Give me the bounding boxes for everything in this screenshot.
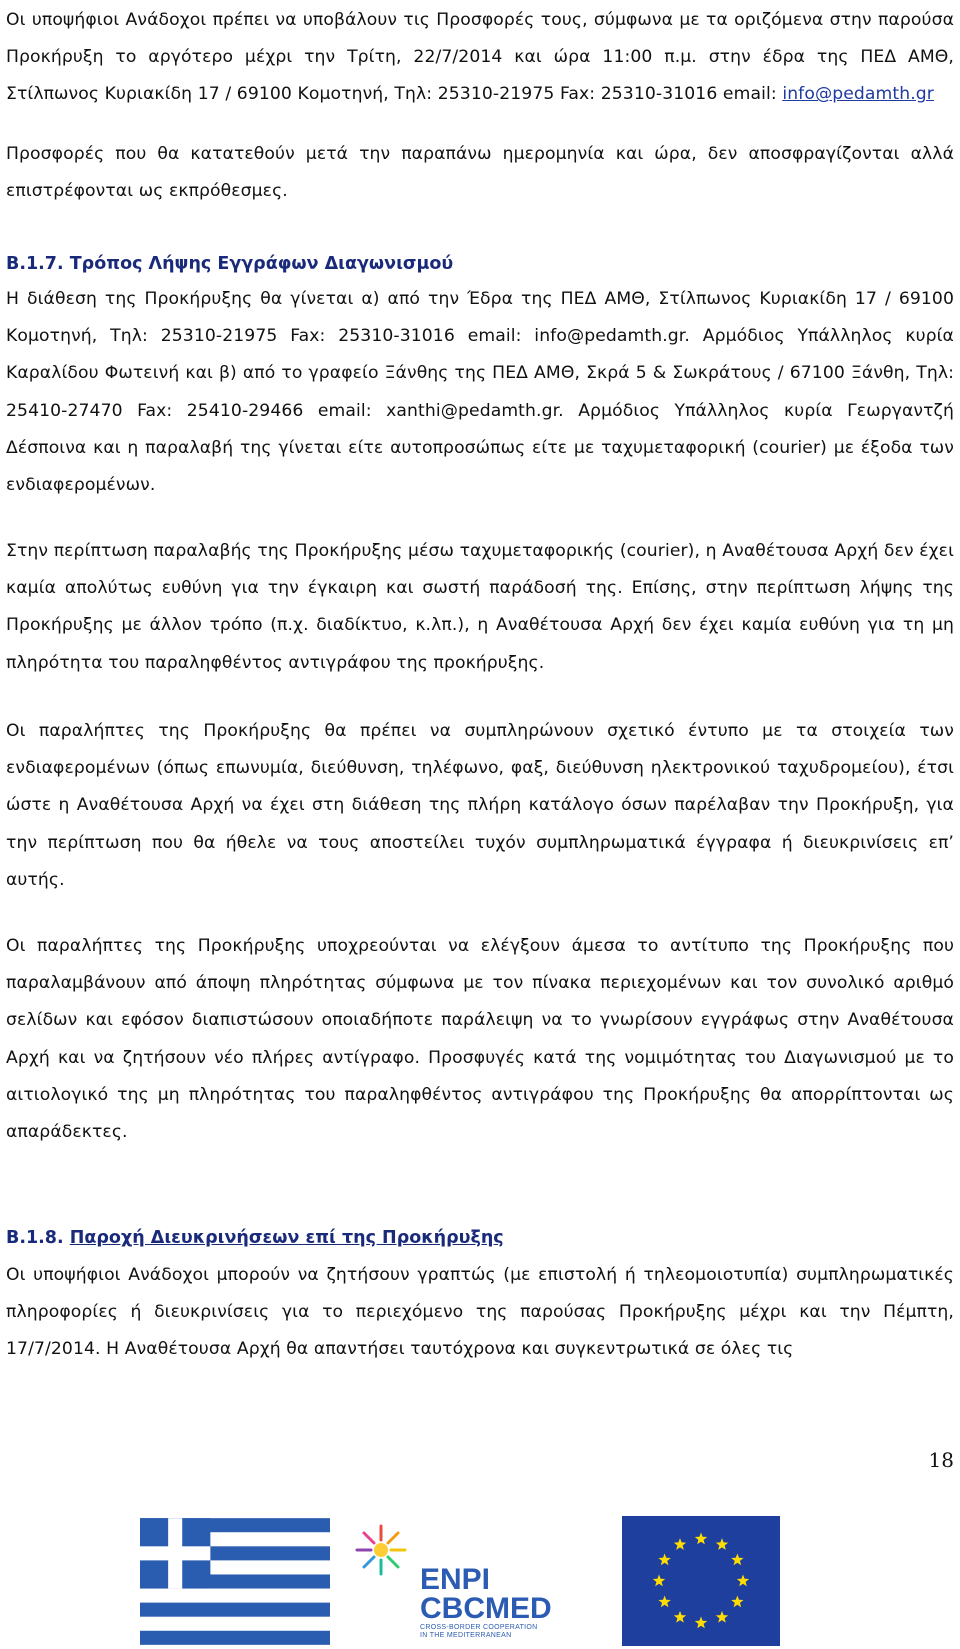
greek-flag-logo bbox=[140, 1518, 330, 1645]
paragraph-clarifications: Οι υποψήφιοι Ανάδοχοι μπορούν να ζητήσουν γραπτώς (με επιστολή ή τηλεομοιοτυπία) συμπληρωματικές πληροφορίες ή διευκρινίσεις για το περιεχόμενο της παρούσας Προκήρυξης μέχρι και την Πέμπτη, 17/7/2014. Η Αναθέτουσα Αρχή θα απαντήσει ταυτόχρονα και συγκεντρωτικά σε όλες τις bbox=[6, 1265, 954, 1360]
footer-logos bbox=[0, 1516, 960, 1649]
enpi-text: ENPI bbox=[420, 1563, 491, 1596]
section-heading-b18 bbox=[6, 1223, 504, 1253]
paragraph-late-offers: Προσφορές που θα κατατεθούν μετά την παραπάνω ημερομηνία και ώρα, δεν αποσφραγίζονται αλλά επιστρέφονται ως εκπρόθεσμες. bbox=[6, 144, 954, 202]
page-number: 18 bbox=[928, 1448, 954, 1472]
email-link[interactable]: info@pedamth.gr bbox=[782, 84, 934, 105]
enpi-tagline-2: IN THE MEDITERRANEAN bbox=[420, 1632, 512, 1639]
paragraph-recipient-form: Οι παραλήπτες της Προκήρυξης θα πρέπει να συμπληρώνουν σχετικό έντυπο με τα στοιχεία των ενδιαφερομένων (όπως επωνυμία, διεύθυνση, τηλέφωνο, φαξ, διεύθυνση ηλεκτρονικού ταχυδρομείου), έτσι ώστε η Αναθέτουσα Αρχή να έχει στη διάθεση της πλήρη κατάλογο όσων παρέλαβαν την Προκήρυξη, για την περίπτωση που θα ήθελε να τους αποστείλει τυχόν συμπληρωματικά έγγραφα ή διευκρινίσεις επ’ αυτής. bbox=[6, 721, 954, 890]
section-number: Β.1.7. bbox=[6, 254, 64, 274]
section-title: Τρόπος Λήψης Εγγράφων Διαγωνισμού bbox=[69, 254, 454, 274]
programme-sun-logo bbox=[350, 1516, 412, 1646]
section-number: Β.1.8. bbox=[6, 1228, 64, 1248]
cbcmed-text: CBCMED bbox=[420, 1592, 552, 1625]
eu-flag-logo bbox=[622, 1516, 780, 1646]
paragraph-courier-liability: Στην περίπτωση παραλαβής της Προκήρυξης μέσω ταχυμεταφορικής (courier), η Αναθέτουσα Αρχή δεν έχει καμία απολύτως ευθύνη για την έγκαιρη και σωστή παράδοσή της. Επίσης, στην περίπτωση λήψης της Προκήρυξης με άλλον τρόπο (π.χ. διαδίκτυο, κ.λπ.), η Αναθέτουσα Αρχή δεν έχει καμία ευθύνη για τη μη πληρότητα του παραληφθέντος αντιγράφου της προκήρυξης. bbox=[6, 541, 954, 673]
paragraph-document-availability: Η διάθεση της Προκήρυξης θα γίνεται α) από την Έδρα της ΠΕΔ ΑΜΘ, Στίλπωνος Κυριακίδη 17 / 69100 Κομοτηνή, Τηλ: 25310-21975 Fax: 25310-31016 email: info@pedamth.gr. Αρμόδιος Υπάλληλος κυρία Καραλίδου Φωτεινή και β) από το γραφείο Ξάνθης της ΠΕΔ ΑΜΘ, Σκρά 5 & Σωκράτους / 67100 Ξάνθη, Τηλ: 25410-27470 Fax: 25410-29466 email: xanthi@pedamth.gr. Αρμόδιος Υπάλληλος κυρία Γεωργαντζή Δέσποινα και η παραλαβή της γίνεται είτε αυτοπροσώπως είτε με ταχυμεταφορική (courier) με έξοδα των ενδιαφερομένων. bbox=[6, 289, 954, 496]
section-title: Παροχή Διευκρινήσεων επί της Προκήρυξης bbox=[69, 1228, 504, 1248]
enpi-tagline-1: CROSS-BORDER COOPERATION bbox=[420, 1624, 538, 1631]
enpi-cbcmed-logo bbox=[420, 1563, 600, 1646]
section-heading-b17 bbox=[6, 249, 453, 279]
paragraph-text: Οι υποψήφιοι Ανάδοχοι πρέπει να υποβάλουν τις Προσφορές τους, σύμφωνα με τα οριζόμενα στην παρούσα Προκήρυξη το αργότερο μέχρι την Τρίτη, 22/7/2014 και ώρα 11:00 π.μ. στην έδρα της ΠΕΔ ΑΜΘ, Στίλπωνος Κυριακίδη 17 / 69100 Κομοτηνή, Τηλ: 25310-21975 Fax: 25310-31016 email: bbox=[6, 10, 954, 105]
paragraph-submission-deadline bbox=[6, 2, 954, 152]
paragraph-completeness-check: Οι παραλήπτες της Προκήρυξης υποχρεούνται να ελέγξουν άμεσα το αντίτυπο της Προκήρυξης που παραλαμβάνουν από άποψη πληρότητας σύμφωνα με τον πίνακα περιεχομένων και τον συνολικό αριθμό σελίδων και εφόσον διαπιστώσουν οποιαδήποτε παράλειψη να το γνωρίσουν εγγράφως στην Αναθέτουσα Αρχή και να ζητήσουν νέο πλήρες αντίγραφο. Προσφυγές κατά της νομιμότητας του Διαγωνισμού με το αιτιολογικό της μη πληρότητας του παραληφθέντος αντιγράφου της Προκήρυξης θα απορρίπτονται ως απαράδεκτες. bbox=[6, 936, 954, 1143]
